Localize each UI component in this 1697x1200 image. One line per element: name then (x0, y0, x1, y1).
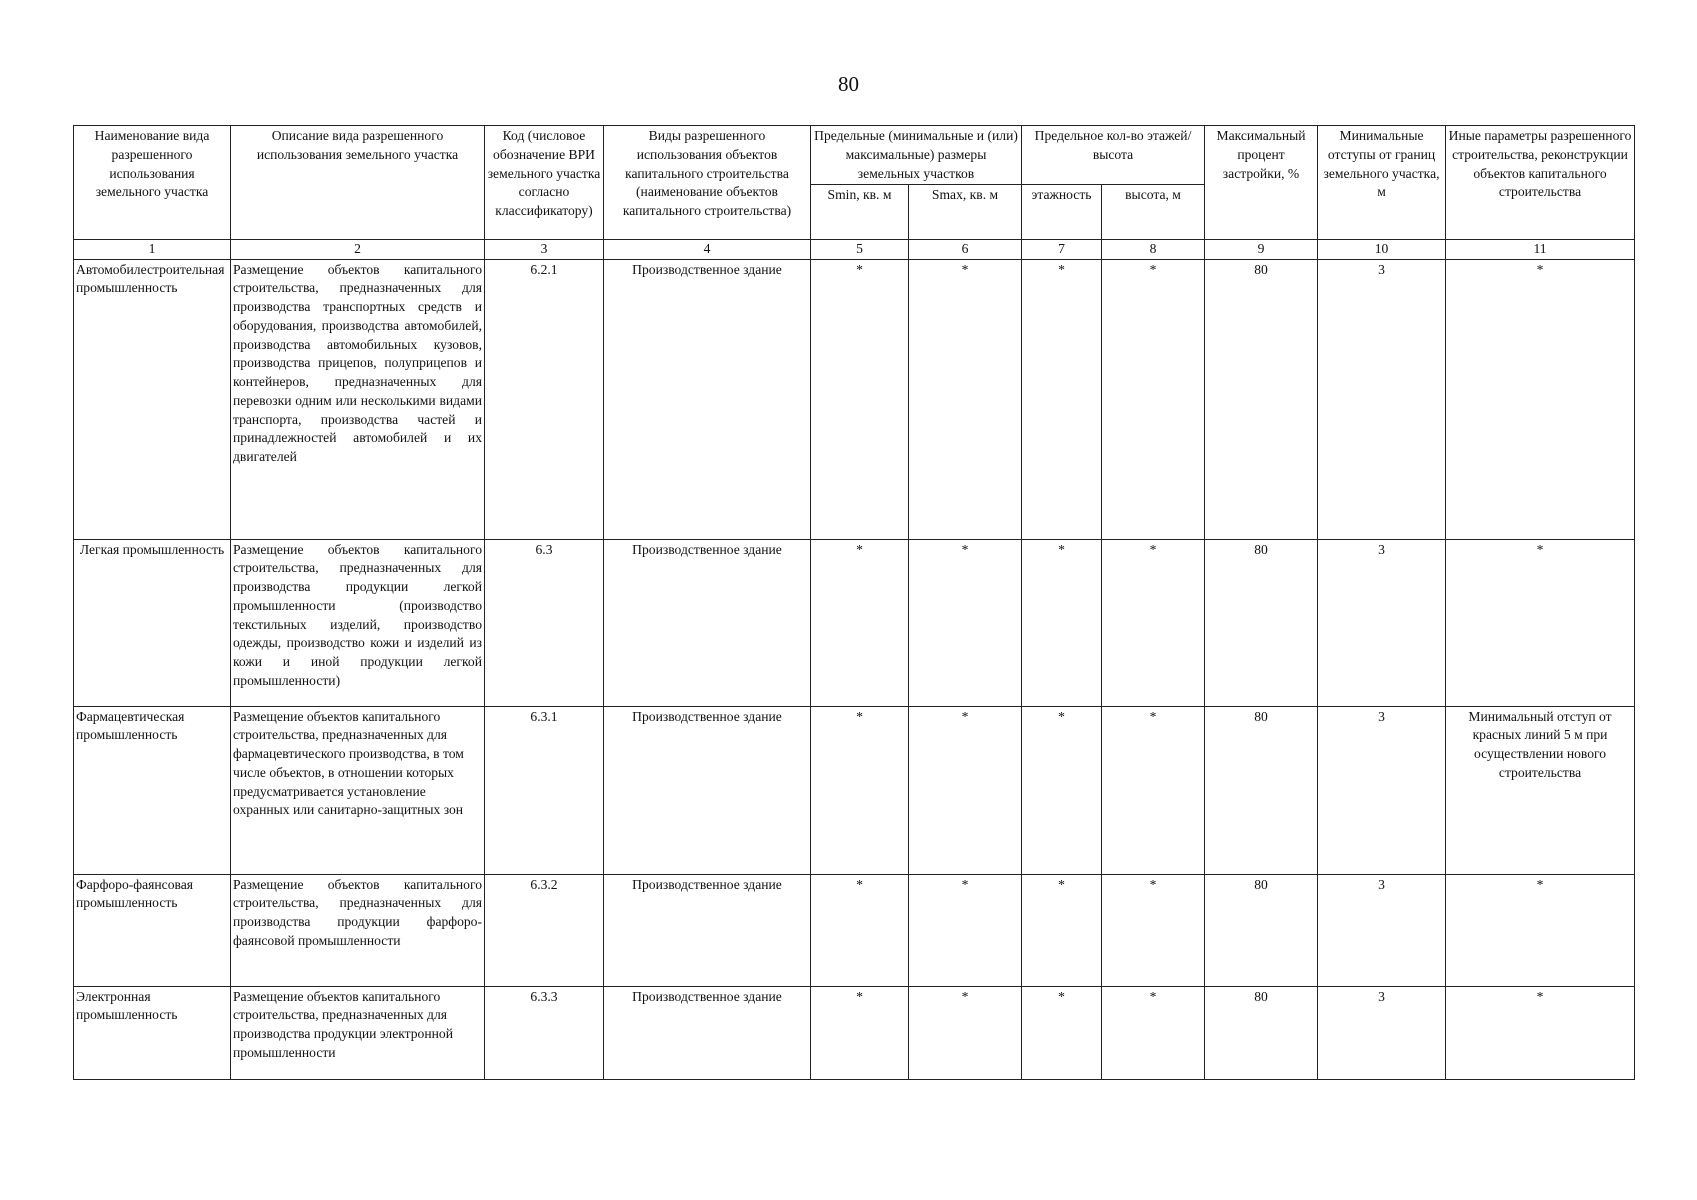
table-row (74, 874, 1635, 986)
column-number: 9 (1205, 240, 1318, 259)
cell-description: Размещение объектов капитального строительства, предназначенных для производства продукции легкой промышленности (производство текстильных изделий, производство одежды, производство кожи и изделий из кожи и иной продукции легкой промышленности) (231, 539, 485, 706)
column-number: 6 (909, 240, 1022, 259)
cell-height: * (1102, 986, 1205, 1079)
table-row (74, 259, 1635, 539)
cell-floors: * (1022, 539, 1102, 706)
cell-floors: * (1022, 259, 1102, 539)
cell-name: Автомобилестроительная промышленность (74, 259, 231, 539)
cell-height: * (1102, 259, 1205, 539)
cell-min-setback: 3 (1318, 706, 1446, 874)
header-object-types: Виды разрешенного использования объектов капитального строительства (наименование объектов капитального строительства) (604, 126, 811, 240)
table-row (74, 706, 1635, 874)
cell-smax: * (909, 706, 1022, 874)
cell-description: Размещение объектов капитального строительства, предназначенных для производства продукции электронной промышленности (231, 986, 485, 1079)
cell-other-params: * (1446, 539, 1635, 706)
cell-name: Легкая промышленность (74, 539, 231, 706)
header-max-percent: Максимальный процент застройки, % (1205, 126, 1318, 240)
column-number: 7 (1022, 240, 1102, 259)
cell-smin: * (811, 539, 909, 706)
page-number: 80 (838, 72, 859, 96)
cell-other-params: * (1446, 874, 1635, 986)
table-body (74, 259, 1635, 1079)
column-number: 5 (811, 240, 909, 259)
cell-smax: * (909, 986, 1022, 1079)
cell-smax: * (909, 539, 1022, 706)
cell-code: 6.3.2 (485, 874, 604, 986)
header-height: высота, м (1102, 185, 1205, 240)
cell-description: Размещение объектов капитального строительства, предназначенных для производства продукции фарфоро-фаянсовой промышленности (231, 874, 485, 986)
cell-code: 6.3 (485, 539, 604, 706)
cell-max-percent: 80 (1205, 539, 1318, 706)
cell-object-type: Производственное здание (604, 539, 811, 706)
cell-name: Электронная промышленность (74, 986, 231, 1079)
cell-smax: * (909, 874, 1022, 986)
column-number: 1 (74, 240, 231, 259)
column-numbers-row (74, 240, 1635, 259)
cell-object-type: Производственное здание (604, 706, 811, 874)
cell-code: 6.3.1 (485, 706, 604, 874)
column-number: 8 (1102, 240, 1205, 259)
cell-code: 6.2.1 (485, 259, 604, 539)
cell-min-setback: 3 (1318, 874, 1446, 986)
cell-other-params: * (1446, 986, 1635, 1079)
cell-object-type: Производственное здание (604, 986, 811, 1079)
cell-other-params: * (1446, 259, 1635, 539)
cell-description: Размещение объектов капитального строительства, предназначенных для производства транспортных средств и оборудования, производства автомобилей, производства автомобильных кузовов, производства прицепов, полуприцепов и контейнеров, предназначенных для перевозки одним или несколькими видами транспорта, производства частей и принадлежностей автомобилей и их двигателей (231, 259, 485, 539)
cell-min-setback: 3 (1318, 539, 1446, 706)
cell-object-type: Производственное здание (604, 874, 811, 986)
cell-min-setback: 3 (1318, 986, 1446, 1079)
cell-floors: * (1022, 706, 1102, 874)
cell-max-percent: 80 (1205, 874, 1318, 986)
column-number: 3 (485, 240, 604, 259)
header-floors-height: Предельное кол-во этажей/высота (1022, 126, 1205, 185)
column-number: 11 (1446, 240, 1635, 259)
cell-height: * (1102, 706, 1205, 874)
land-use-table (73, 125, 1635, 1080)
header-smin: Smin, кв. м (811, 185, 909, 240)
cell-description: Размещение объектов капитального строительства, предназначенных для фармацевтического производства, в том числе объектов, в отношении которых предусматривается установление охранных или санитарно-защитных зон (231, 706, 485, 874)
cell-smax: * (909, 259, 1022, 539)
table-row (74, 539, 1635, 706)
cell-max-percent: 80 (1205, 706, 1318, 874)
cell-smin: * (811, 986, 909, 1079)
cell-max-percent: 80 (1205, 986, 1318, 1079)
cell-code: 6.3.3 (485, 986, 604, 1079)
cell-smin: * (811, 706, 909, 874)
cell-height: * (1102, 874, 1205, 986)
cell-max-percent: 80 (1205, 259, 1318, 539)
header-min-setback: Минимальные отступы от границ земельного участка, м (1318, 126, 1446, 240)
column-number: 2 (231, 240, 485, 259)
cell-other-params: Минимальный отступ от красных линий 5 м при осуществлении нового строительства (1446, 706, 1635, 874)
header-smax: Smax, кв. м (909, 185, 1022, 240)
cell-name: Фармацевтическая промышленность (74, 706, 231, 874)
cell-height: * (1102, 539, 1205, 706)
header-floors: этажность (1022, 185, 1102, 240)
cell-floors: * (1022, 986, 1102, 1079)
header-land-sizes: Предельные (минимальные и (или) максимальные) размеры земельных участков (811, 126, 1022, 185)
header-other-params: Иные параметры разрешенного строительства, реконструкции объектов капитального строительства (1446, 126, 1635, 240)
cell-object-type: Производственное здание (604, 259, 811, 539)
cell-floors: * (1022, 874, 1102, 986)
cell-name: Фарфоро-фаянсовая промышленность (74, 874, 231, 986)
header-description: Описание вида разрешенного использования земельного участка (231, 126, 485, 240)
cell-smin: * (811, 259, 909, 539)
cell-smin: * (811, 874, 909, 986)
header-name: Наименование вида разрешенного использования земельного участка (74, 126, 231, 240)
table-row (74, 986, 1635, 1079)
header-code: Код (числовое обозначение ВРИ земельного участка согласно классификатору) (485, 126, 604, 240)
column-number: 10 (1318, 240, 1446, 259)
column-number: 4 (604, 240, 811, 259)
table-header (74, 126, 1635, 260)
cell-min-setback: 3 (1318, 259, 1446, 539)
